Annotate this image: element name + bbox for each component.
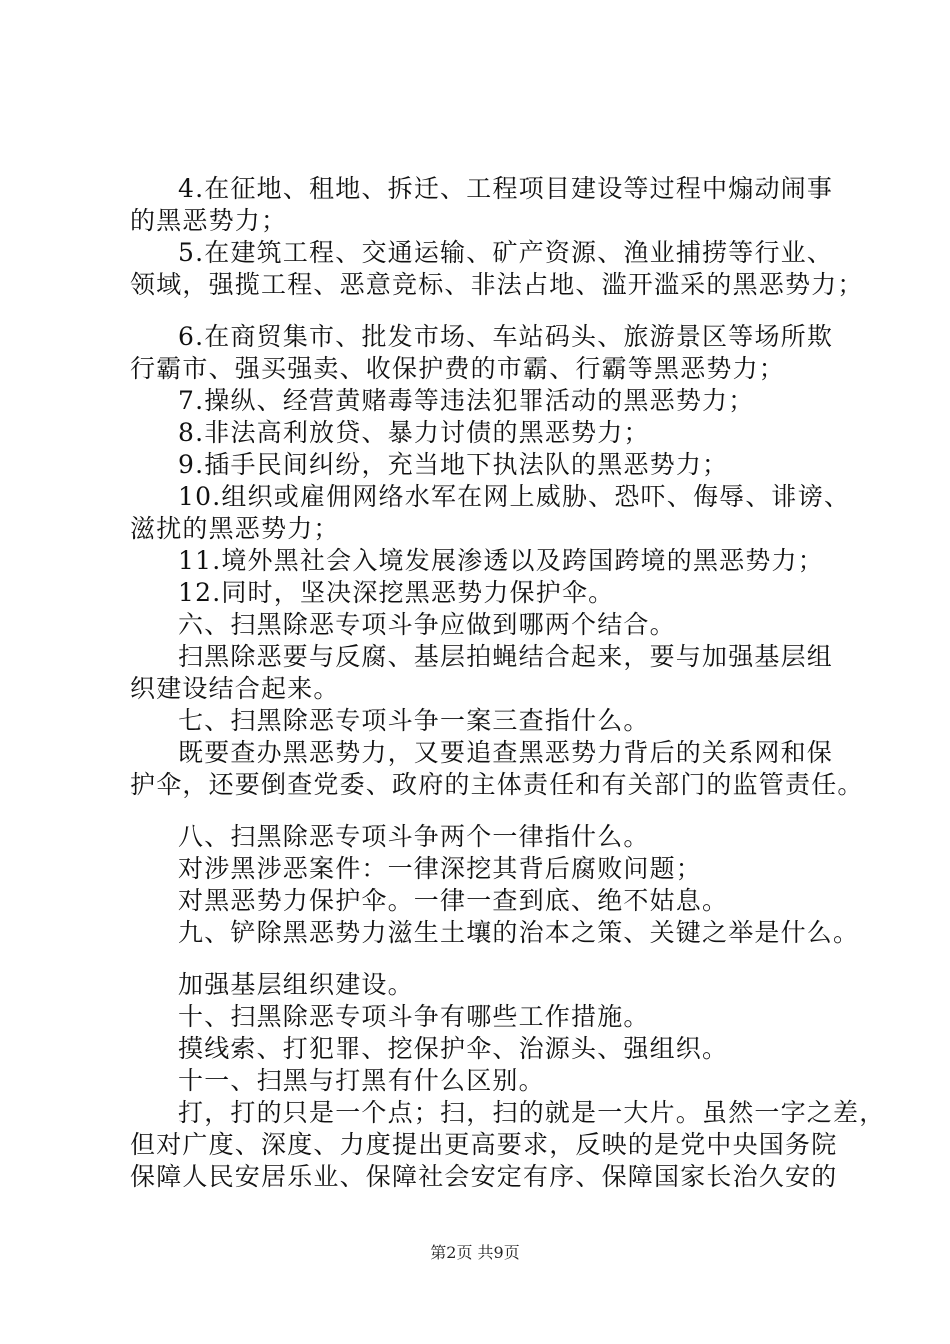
paragraph-line: 的黑恶势力； [130, 206, 288, 235]
section-heading: 十一、扫黑与打黑有什么区别。 [178, 1066, 545, 1095]
paragraph-line: 6.在商贸集市、批发市场、车站码头、旅游景区等场所欺 [178, 322, 834, 351]
paragraph-line: 护伞，还要倒查党委、政府的主体责任和有关部门的监管责任。 [130, 770, 864, 799]
section-heading: 六、扫黑除恶专项斗争应做到哪两个结合。 [178, 610, 676, 639]
paragraph-line: 滋扰的黑恶势力； [130, 514, 340, 543]
paragraph-line: 加强基层组织建设。 [178, 970, 414, 999]
paragraph-line: 4.在征地、租地、拆迁、工程项目建设等过程中煽动闹事 [178, 174, 834, 203]
paragraph-line: 11.境外黑社会入境发展渗透以及跨国跨境的黑恶势力； [178, 546, 824, 575]
section-heading: 九、铲除黑恶势力滋生土壤的治本之策、关键之举是什么。 [178, 918, 860, 947]
paragraph-gap [130, 949, 835, 969]
paragraph-line: 8.非法高利放贷、暴力讨债的黑恶势力； [178, 418, 650, 447]
paragraph-line: 行霸市、强买强卖、收保护费的市霸、行霸等黑恶势力； [130, 354, 786, 383]
section-heading: 七、扫黑除恶专项斗争一案三查指什么。 [178, 706, 650, 735]
paragraph-line: 对涉黑涉恶案件：一律深挖其背后腐败问题； [178, 854, 703, 883]
paragraph-line: 既要查办黑恶势力，又要追查黑恶势力背后的关系网和保 [178, 738, 834, 767]
paragraph-line: 但对广度、深度、力度提出更高要求，反映的是党中央国务院 [130, 1130, 838, 1159]
paragraph-line: 对黑恶势力保护伞。一律一查到底、绝不姑息。 [178, 886, 729, 915]
section-heading: 十、扫黑除恶专项斗争有哪些工作措施。 [178, 1002, 650, 1031]
document-body [130, 173, 886, 1193]
paragraph-line: 摸线索、打犯罪、挖保护伞、治源头、强组织。 [178, 1034, 729, 1063]
paragraph-line: 扫黑除恶要与反腐、基层拍蝇结合起来，要与加强基层组 [178, 642, 834, 671]
paragraph-line: 7.操纵、经营黄赌毒等违法犯罪活动的黑恶势力； [178, 386, 755, 415]
paragraph-gap [130, 801, 835, 821]
page-number-footer: 第2页 共9页 [430, 1243, 520, 1262]
paragraph-line: 领域，强揽工程、恶意竞标、非法占地、滥开滥采的黑恶势力； [130, 270, 864, 299]
paragraph-gap [130, 301, 835, 321]
paragraph-line: 10.组织或雇佣网络水军在网上威胁、恐吓、侮辱、诽谤、 [178, 482, 851, 511]
paragraph-line: 5.在建筑工程、交通运输、矿产资源、渔业捕捞等行业、 [178, 238, 834, 267]
paragraph-line: 保障人民安居乐业、保障社会安定有序、保障国家长治久安的 [130, 1162, 838, 1191]
paragraph-line: 9.插手民间纠纷，充当地下执法队的黑恶势力； [178, 450, 729, 479]
paragraph-line: 打，打的只是一个点；扫，扫的就是一大片。虽然一字之差， [178, 1098, 886, 1127]
section-heading: 八、扫黑除恶专项斗争两个一律指什么。 [178, 822, 650, 851]
paragraph-line: 12.同时，坚决深挖黑恶势力保护伞。 [178, 578, 615, 607]
paragraph-line: 织建设结合起来。 [130, 674, 340, 703]
